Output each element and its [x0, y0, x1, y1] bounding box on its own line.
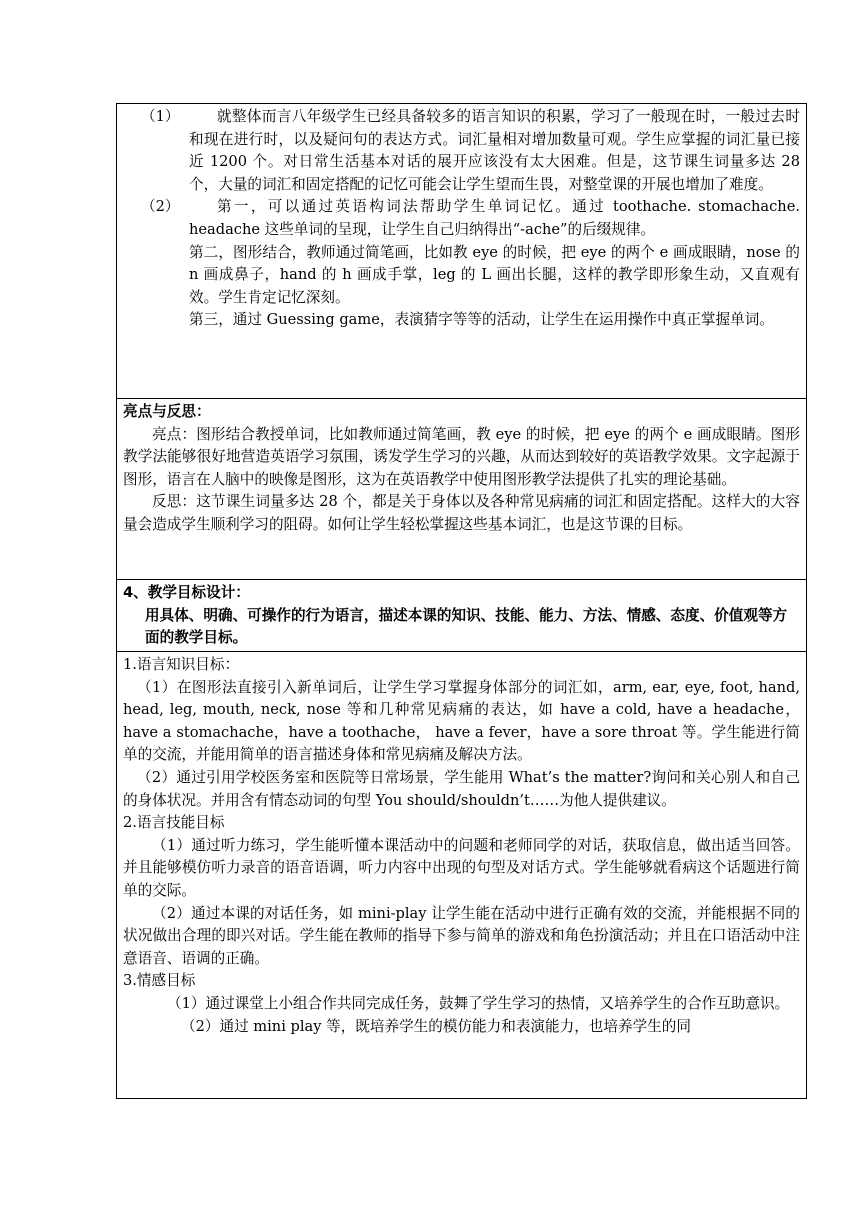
analysis-item-2-para-2: 第二，图形结合，教师通过简笔画，比如教 eye 的时候，把 eye 的两个 e 画成眼睛，nose 的 n 画成鼻子，hand 的 h 画成手掌，leg 的 L 画出长腿，这样的教学即形象生动，又直观有效。学生肯定记忆深刻。: [189, 243, 800, 306]
objective-title: 2.语言技能目标: [123, 814, 225, 832]
reflection-para: 反思：这节课生词量多达 28 个，都是关于身体以及各种常见病痛的词汇和固定搭配。这样大的大容量会造成学生顺利学习的阻碍。如何让学生轻松掌握这些基本词汇，也是这节课的目标。: [123, 493, 800, 533]
objective-title: 3.情感目标: [123, 972, 196, 990]
objective-title: 1.语言知识目标：: [123, 656, 240, 673]
objective-para: （1）在图形法直接引入新单词后，让学生学习掌握身体部分的词汇如，arm, ear, eye, foot, hand, head, leg, mouth, neck, nose 等和几种常见病痛的表达，如 have a cold, have a headache，have a stomachache，have a toothache， have a fever，have a sore throat 等。学生能进行简单的交流，并能用简单的语言描述身体和常见病痛及解决方法。: [123, 678, 800, 764]
objectives-header-cell: [117, 580, 806, 652]
item-number: （1）: [141, 108, 180, 125]
highlights-para: 亮点：图形结合教授单词，比如教师通过简笔画，教 eye 的时候，把 eye 的两个 e 画成眼睛。图形教学法能够很好地营造英语学习氛围，诱发学生学习的兴趣，从而达到较好的英语教学效果。文字起源于图形，语言在人脑中的映像是图形，这为在英语教学中使用图形教学法提供了扎实的理论基础。: [123, 425, 800, 488]
objective-para: （2）通过引用学校医务室和医院等日常场景，学生能用 What’s the matter?询问和关心别人和自己的身体状况。并用含有情态动词的句型 You should/shouldn’t……为他人提供建议。: [123, 768, 800, 809]
highlights-heading: 亮点与反思：: [123, 403, 211, 420]
item-text: 第一，可以通过英语构词法帮助学生单词记忆。通过 toothache. stomachache. headache 这些单词的呈现，让学生自己归纳得出“-ache”的后缀规律。: [189, 198, 800, 238]
analysis-item-2: [123, 196, 800, 241]
item-number: （2）: [141, 198, 180, 216]
objective-para: （1）通过课堂上小组合作共同完成任务，鼓舞了学生学习的热情，又培养学生的合作互助意识。: [167, 994, 790, 1012]
objectives-content-cell: [117, 652, 806, 1098]
analysis-item-1: [123, 106, 800, 196]
lesson-plan-table: [116, 103, 807, 1099]
objective-para: （2）通过 mini play 等，既培养学生的模仿能力和表演能力，也培养学生的同: [181, 1017, 691, 1035]
highlights-cell: [117, 399, 806, 580]
objectives-heading: 4、教学目标设计：: [123, 584, 250, 601]
objective-para: （2）通过本课的对话任务，如 mini-play 让学生能在活动中进行正确有效的交流，并能根据不同的状况做出合理的即兴对话。学生能在教师的指导下参与简单的游戏和角色扮演活动；并且在口语活动中注意语音、语调的正确。: [123, 904, 800, 967]
analysis-cell: [117, 104, 806, 399]
item-text: 就整体而言八年级学生已经具备较多的语言知识的积累，学习了一般现在时，一般过去时和现在进行时，以及疑问句的表达方式。词汇量相对增加数量可观。学生应掌握的词汇量已接近 1200 个。对日常生活基本对话的展开应该没有太大困难。但是，这节课生词量多达 28 个，大量的词汇和固定搭配的记忆可能会让学生望而生畏，对整堂课的开展也增加了难度。: [189, 108, 800, 193]
analysis-item-2-para-3: 第三，通过 Guessing game，表演猜字等等的活动，让学生在运用操作中真正掌握单词。: [189, 311, 774, 329]
objectives-subheading: 用具体、明确、可操作的行为语言，描述本课的知识、技能、能力、方法、情感、态度、价值观等方面的教学目标。: [145, 606, 788, 647]
objective-para: （1）通过听力练习，学生能听懂本课活动中的问题和老师同学的对话，获取信息，做出适当回答。并且能够模仿听力录音的语音语调，听力内容中出现的句型及对话方式。学生能够就看病这个话题进行简单的交际。: [123, 836, 800, 899]
